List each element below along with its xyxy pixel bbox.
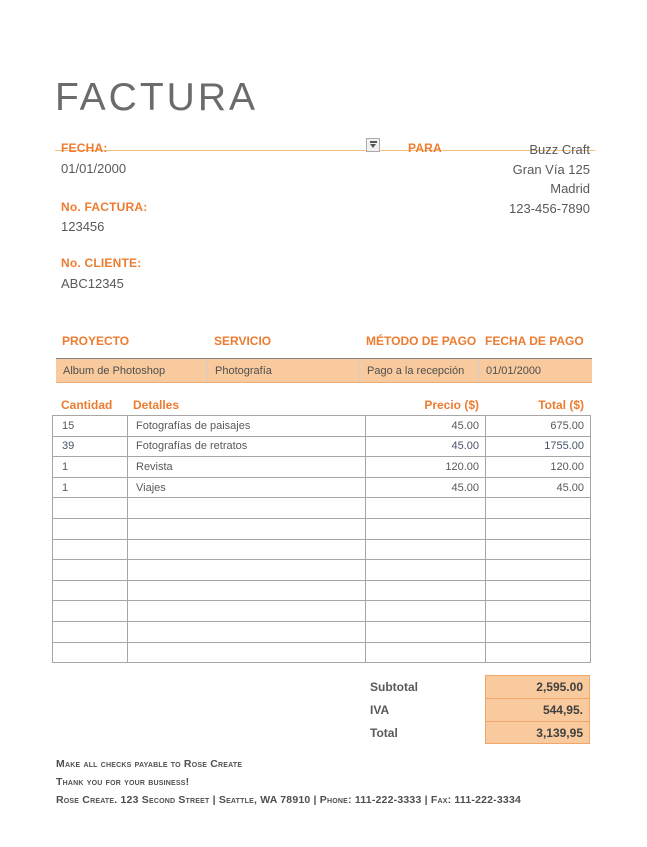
- table-row: [53, 477, 591, 498]
- price-cell: 45.00: [366, 416, 486, 437]
- price-cell: 45.00: [366, 436, 486, 457]
- price-cell: 120.00: [366, 457, 486, 478]
- recipient-address: [509, 140, 590, 219]
- project-table-header: [56, 334, 592, 348]
- column-header-cantidad: Cantidad: [61, 398, 113, 412]
- fecha-value: 01/01/2000: [61, 161, 127, 176]
- total-value: 3,139,95: [485, 721, 590, 744]
- column-header-total: Total ($): [538, 398, 584, 412]
- details-cell: Viajes: [128, 477, 366, 498]
- payment-date-cell: 01/01/2000: [486, 365, 542, 377]
- iva-row: [52, 698, 590, 721]
- column-header-detalles: Detalles: [133, 398, 180, 412]
- price-cell: 45.00: [366, 477, 486, 498]
- subtotal-value: 2,595.00: [485, 675, 590, 698]
- column-header-metodo-de-pago: MÉTODO DE PAGO: [366, 334, 477, 348]
- total-cell: 675.00: [486, 416, 591, 437]
- table-row: [53, 436, 591, 457]
- column-header-proyecto: PROYECTO: [62, 334, 130, 348]
- details-cell: Fotografías de paisajes: [128, 416, 366, 437]
- iva-label: IVA: [370, 702, 390, 717]
- items-table-header: [52, 398, 590, 412]
- project-table-row: [56, 359, 592, 383]
- quantity-cell: 39: [53, 436, 128, 457]
- page-title: FACTURA: [55, 76, 259, 119]
- quantity-cell: 15: [53, 416, 128, 437]
- table-row: [53, 416, 591, 437]
- quantity-cell: 1: [53, 477, 128, 498]
- recipient-city: Madrid: [550, 181, 590, 197]
- footer-contact-line: Rose Create. 123 Second Street | Seattle, WA 78910 | Phone: 111-222-3333 | Fax: 111-222-3334: [56, 794, 522, 806]
- table-row-empty: [53, 539, 591, 560]
- invoice-number-label: No. FACTURA:: [61, 200, 148, 214]
- totals-section: [52, 675, 590, 744]
- column-header-fecha-de-pago: FECHA DE PAGO: [485, 334, 584, 348]
- total-label: Total: [370, 725, 398, 740]
- table-row: [53, 457, 591, 478]
- column-header-servicio: SERVICIO: [214, 334, 272, 348]
- items-table: [52, 415, 591, 663]
- para-dropdown-button[interactable]: [366, 138, 380, 152]
- payment-method-cell: Pago a la recepción: [360, 359, 479, 382]
- footer-checks-line: Make all checks payable to Rose Create: [56, 758, 243, 770]
- para-label: PARA: [408, 141, 442, 155]
- iva-value: 544,95.: [485, 698, 590, 721]
- table-row-empty: [53, 601, 591, 622]
- table-row-empty: [53, 560, 591, 581]
- column-header-precio: Precio ($): [424, 398, 479, 412]
- footer: [56, 755, 521, 809]
- client-number-value: ABC12345: [61, 276, 124, 291]
- footer-thanks-line: Thank you for your business!: [56, 776, 190, 788]
- table-row-empty: [53, 518, 591, 539]
- total-row: [52, 721, 590, 744]
- recipient-street: Gran Vía 125: [512, 161, 590, 177]
- chevron-down-icon: [370, 141, 377, 149]
- invoice-number-value: 123456: [61, 219, 105, 234]
- total-cell: 45.00: [486, 477, 591, 498]
- recipient-phone: 123-456-7890: [509, 201, 590, 217]
- fecha-label: FECHA:: [61, 141, 108, 155]
- table-row-empty: [53, 580, 591, 601]
- total-cell: 120.00: [486, 457, 591, 478]
- recipient-name: Buzz Craft: [529, 142, 590, 157]
- subtotal-label: Subtotal: [370, 679, 418, 694]
- client-number-label: No. CLIENTE:: [61, 256, 142, 270]
- details-cell: Revista: [128, 457, 366, 478]
- table-row-empty: [53, 642, 591, 663]
- quantity-cell: 1: [53, 457, 128, 478]
- service-cell: Photografía: [208, 359, 360, 382]
- table-row-empty: [53, 621, 591, 642]
- project-cell: Album de Photoshop: [56, 359, 208, 382]
- details-cell: Fotografías de retratos: [128, 436, 366, 457]
- table-row-empty: [53, 498, 591, 519]
- subtotal-row: [52, 675, 590, 698]
- total-cell: 1755.00: [486, 436, 591, 457]
